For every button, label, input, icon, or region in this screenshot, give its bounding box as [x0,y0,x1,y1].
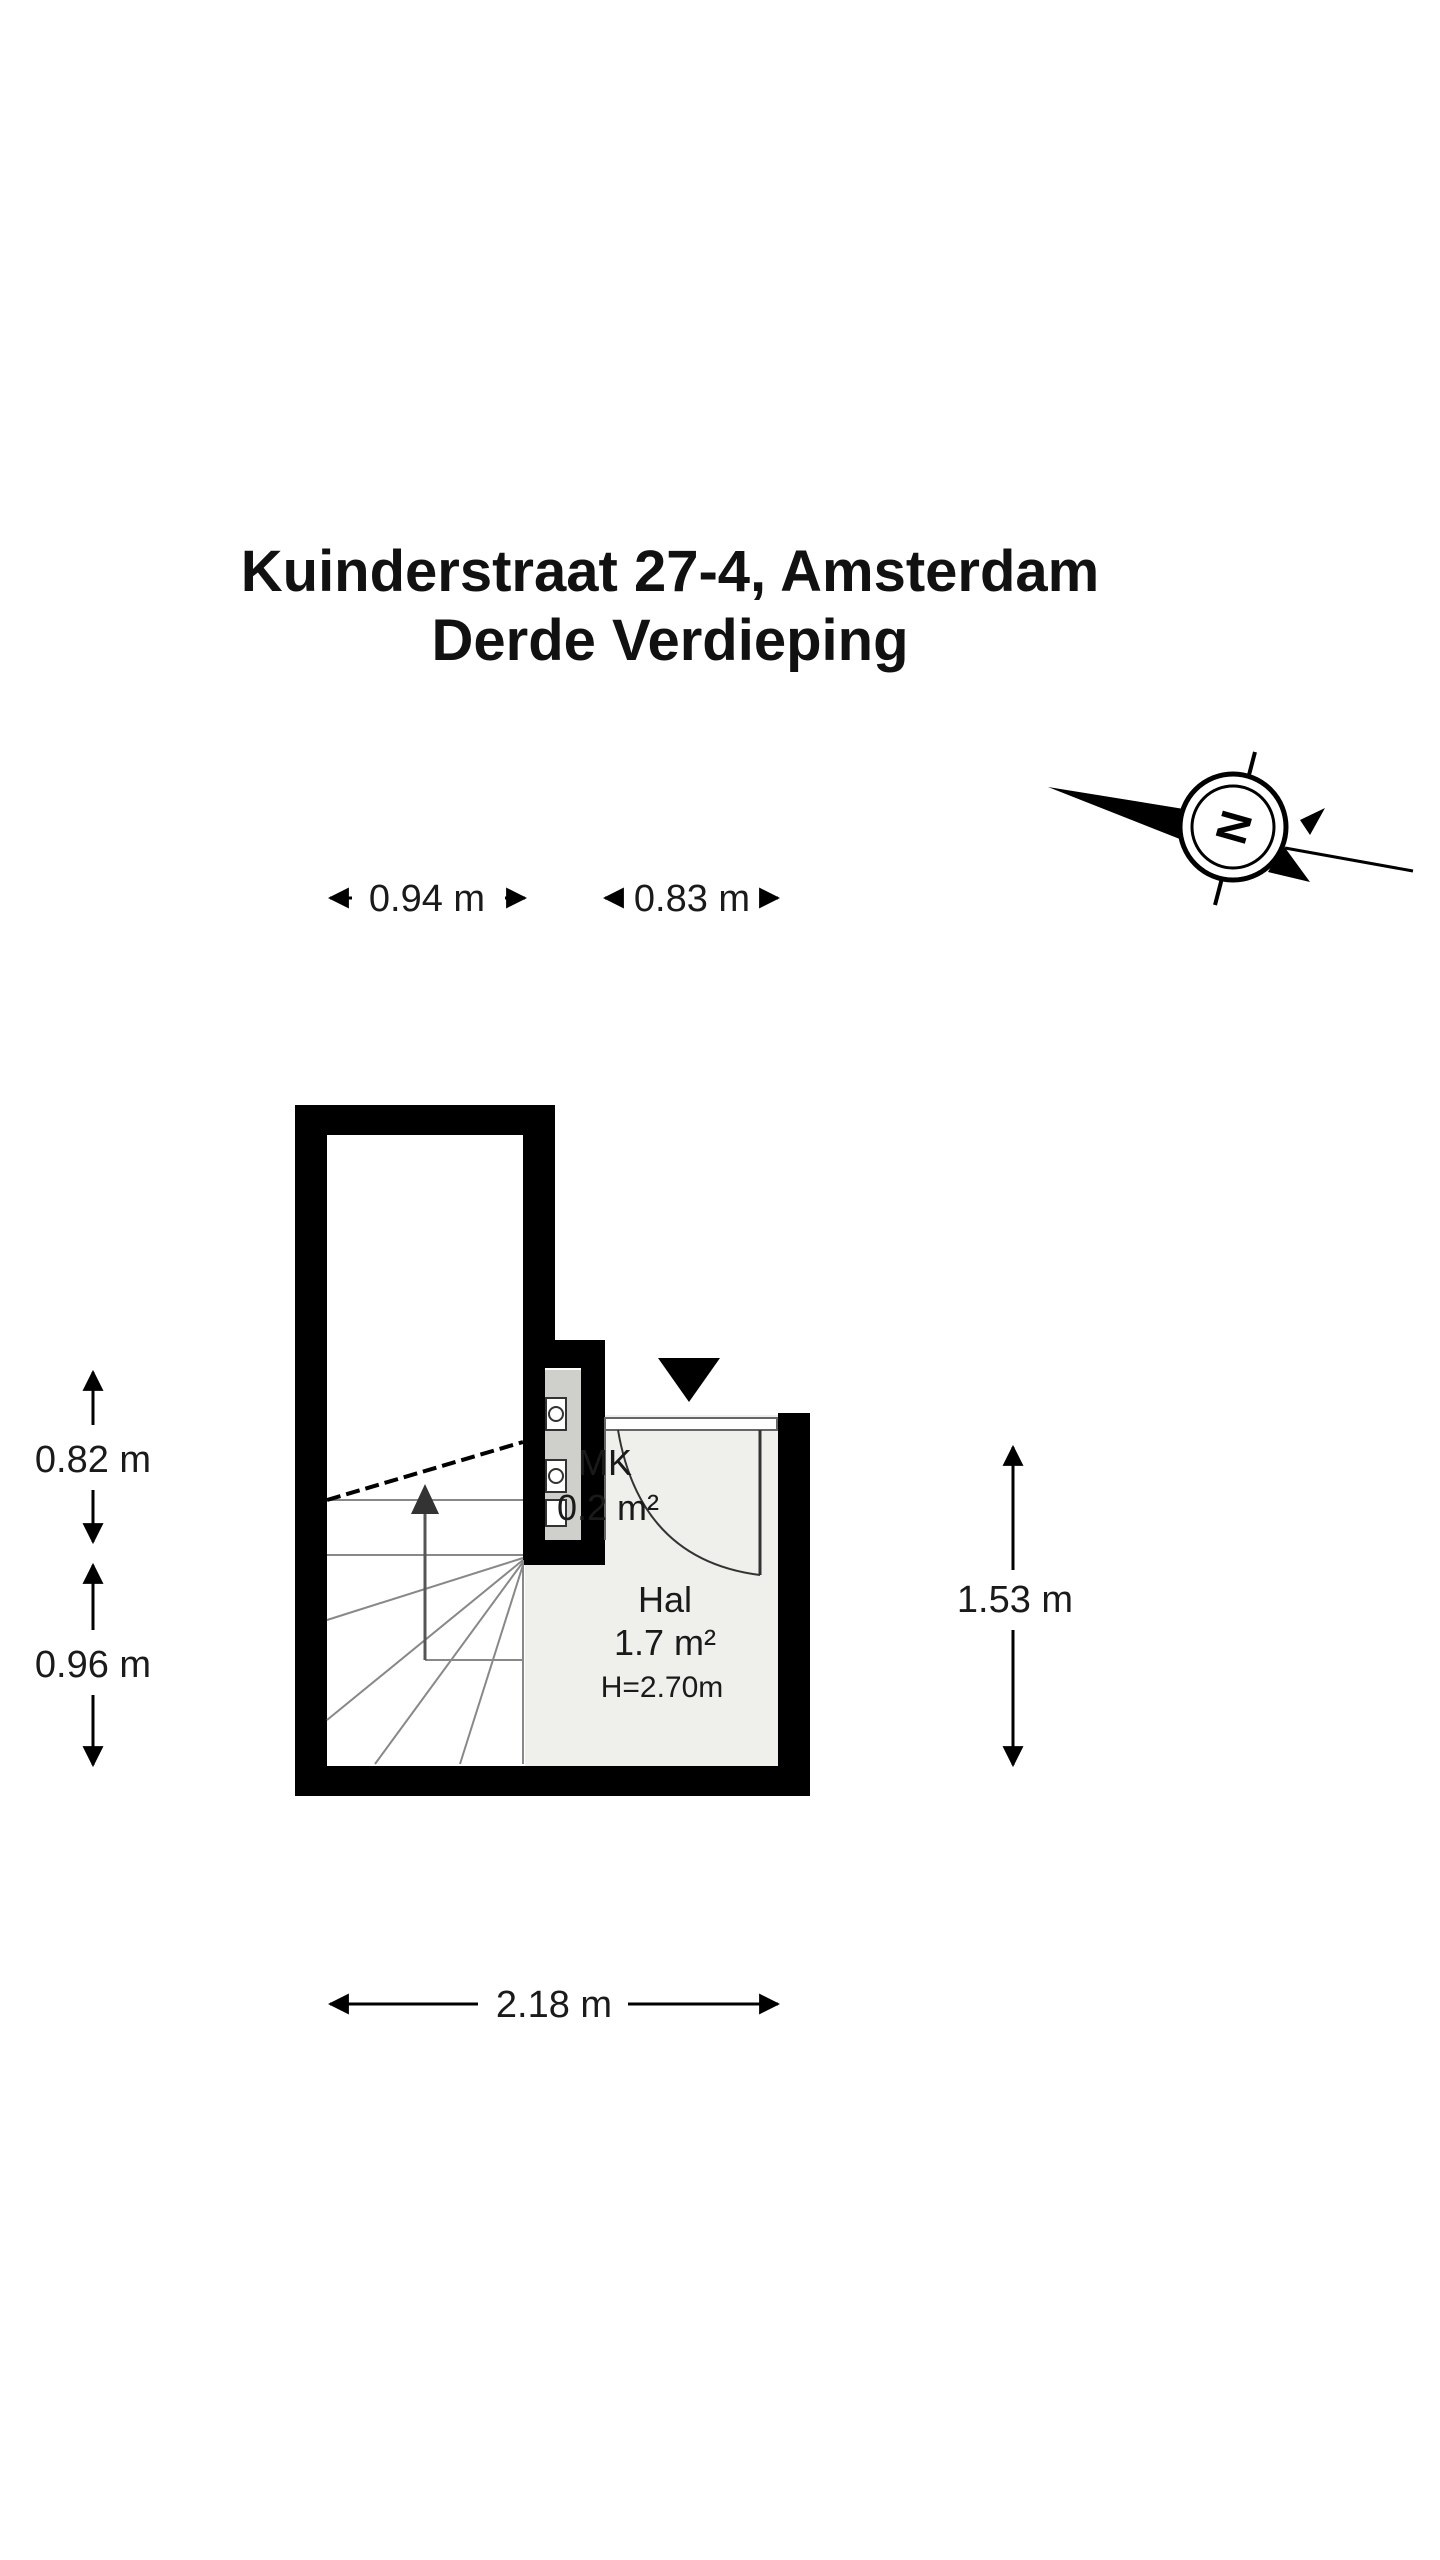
mk-area: 0.2 m² [556,1487,660,1528]
hal-name: Hal [637,1579,693,1620]
entrance-arrow-icon [658,1358,720,1402]
dim-label-0-82: 0.82 m [34,1439,152,1481]
dimension-left-upper [35,1372,151,1542]
dimension-left-lower [35,1565,151,1765]
hal-height: H=2.70m [600,1671,724,1704]
dim-label-0-83: 0.83 m [633,878,751,920]
dim-label-1-53: 1.53 m [956,1579,1074,1621]
dimension-top-right [605,878,778,920]
stairwell-floor [325,1130,525,1780]
mk-name: MK [578,1442,632,1483]
dimension-bottom [330,1984,778,2026]
north-compass-icon [1048,752,1413,905]
hal-area: 1.7 m² [613,1622,717,1663]
dimension-top-left [330,878,525,920]
dim-label-0-94: 0.94 m [368,878,486,920]
dimension-right [957,1447,1073,1765]
dim-label-2-18: 2.18 m [495,1984,613,2026]
plan-title-address: Kuinderstraat 27-4, Amsterdam [240,539,1100,604]
plan-title-floor: Derde Verdieping [431,608,909,673]
compass-north-label: N [1206,805,1263,850]
dim-label-0-96: 0.96 m [34,1644,152,1686]
